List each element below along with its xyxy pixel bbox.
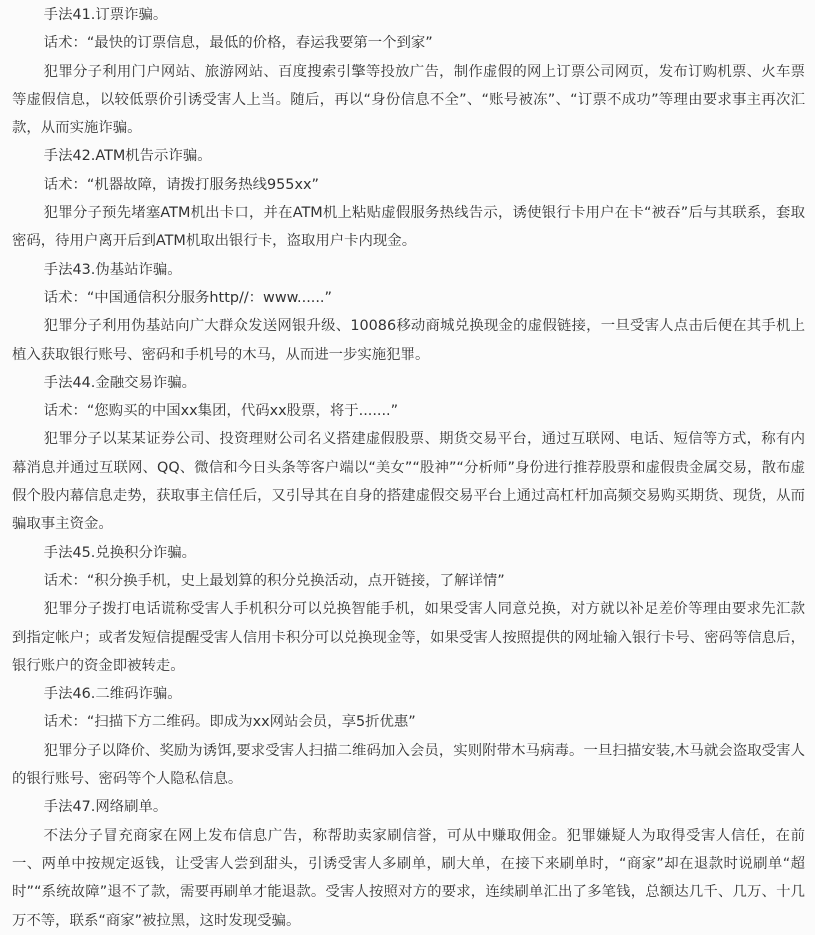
- section-43-script: 话术：“中国通信积分服务http//：www......”: [43, 289, 332, 306]
- section-42-body: 犯罪分子预先堵塞ATM机出卡口，并在ATM机上粘贴虚假服务热线告示，诱使银行卡用户在卡“被吞”后与其联系，套取密码，待用户离开后到ATM机取出银行卡，盗取用户卡内现金。: [12, 205, 805, 250]
- section-44-script: 话术：“您购买的中国xx集团，代码xx股票，将于.......”: [43, 403, 399, 420]
- section-41-body: 犯罪分子利用门户网站、旅游网站、百度搜索引擎等投放广告，制作虚假的网上订票公司网页，发布订购机票、火车票等虚假信息，以较低票价引诱受害人上当。随后，再以“身份信息不全”、“账号被冻”、“订票不成功”等理由要求事主再次汇款，从而实施诈骗。: [12, 63, 805, 137]
- section-41-heading: 手法41.订票诈骗。: [43, 7, 168, 23]
- section-44-heading: 手法44.金融交易诈骗。: [43, 374, 197, 391]
- section-42-script: 话术：“机器故障，请拨打服务热线955xx”: [43, 176, 319, 193]
- section-43-body: 犯罪分子利用伪基站向广大群众发送网银升级、10086移动商城兑换现金的虚假链接，一旦受害人点击后便在其手机上植入获取银行账号、密码和手机号的木马，从而进一步实施犯罪。: [12, 318, 805, 363]
- section-47-heading: 手法47.网络刷单。: [43, 799, 168, 816]
- section-43-heading: 手法43.伪基站诈骗。: [43, 261, 182, 278]
- section-45-script: 话术：“积分换手机，史上最划算的积分兑换活动，点开链接，了解详情”: [43, 572, 505, 589]
- section-46-body: 犯罪分子以降价、奖励为诱饵,要求受害人扫描二维码加入会员，实则附带木马病毒。一旦扫描安装,木马就会盗取受害人的银行账号、密码等个人隐私信息。: [12, 742, 805, 788]
- section-41-script: 话术：“最快的订票信息，最低的价格，春运我要第一个到家”: [43, 35, 433, 52]
- section-45-heading: 手法45.兑换积分诈骗。: [43, 544, 197, 561]
- section-44-body: 犯罪分子以某某证券公司、投资理财公司名义搭建虚假股票、期货交易平台，通过互联网、电话、短信等方式，称有内幕消息并通过互联网、QQ、微信和今日头条等客户端以“美女”“股神”“分析师”身份进行推荐股票和虚假贵金属交易，散布虚假个股内幕信息走势，获取事主信任后，又引导其在自身的搭建虚假交易平台上通过高杠杆加高频交易购买期货、现货，从而骗取事主资金。: [12, 431, 805, 533]
- section-47-body: 不法分子冒充商家在网上发布信息广告，称帮助卖家刷信誉，可从中赚取佣金。犯罪嫌疑人为取得受害人信任，在前一、两单中按规定返钱，让受害人尝到甜头，引诱受害人多刷单，刷大单，在接下来刷单时，“商家”却在退款时说刷单“超时”“系统故障”退不了款，需要再刷单才能退款。受害人按照对方的要求，连续刷单汇出了多笔钱，总额达几千、几万、十几万不等，联系“商家”被拉黑，这时发现受骗。: [12, 827, 805, 929]
- section-45-body: 犯罪分子拨打电话谎称受害人手机积分可以兑换智能手机，如果受害人同意兑换，对方就以补足差价等理由要求先汇款到指定帐户；或者发短信提醒受害人信用卡积分可以兑换现金等，如果受害人按照提供的网址输入银行卡号、密码等信息后，银行账户的资金即被转走。: [12, 601, 805, 674]
- section-46-script: 话术：“扫描下方二维码。即成为xx网站会员，享5折优惠”: [43, 714, 416, 731]
- section-42-heading: 手法42.ATM机告示诈骗。: [43, 148, 212, 165]
- section-46-heading: 手法46.二维码诈骗。: [43, 686, 182, 703]
